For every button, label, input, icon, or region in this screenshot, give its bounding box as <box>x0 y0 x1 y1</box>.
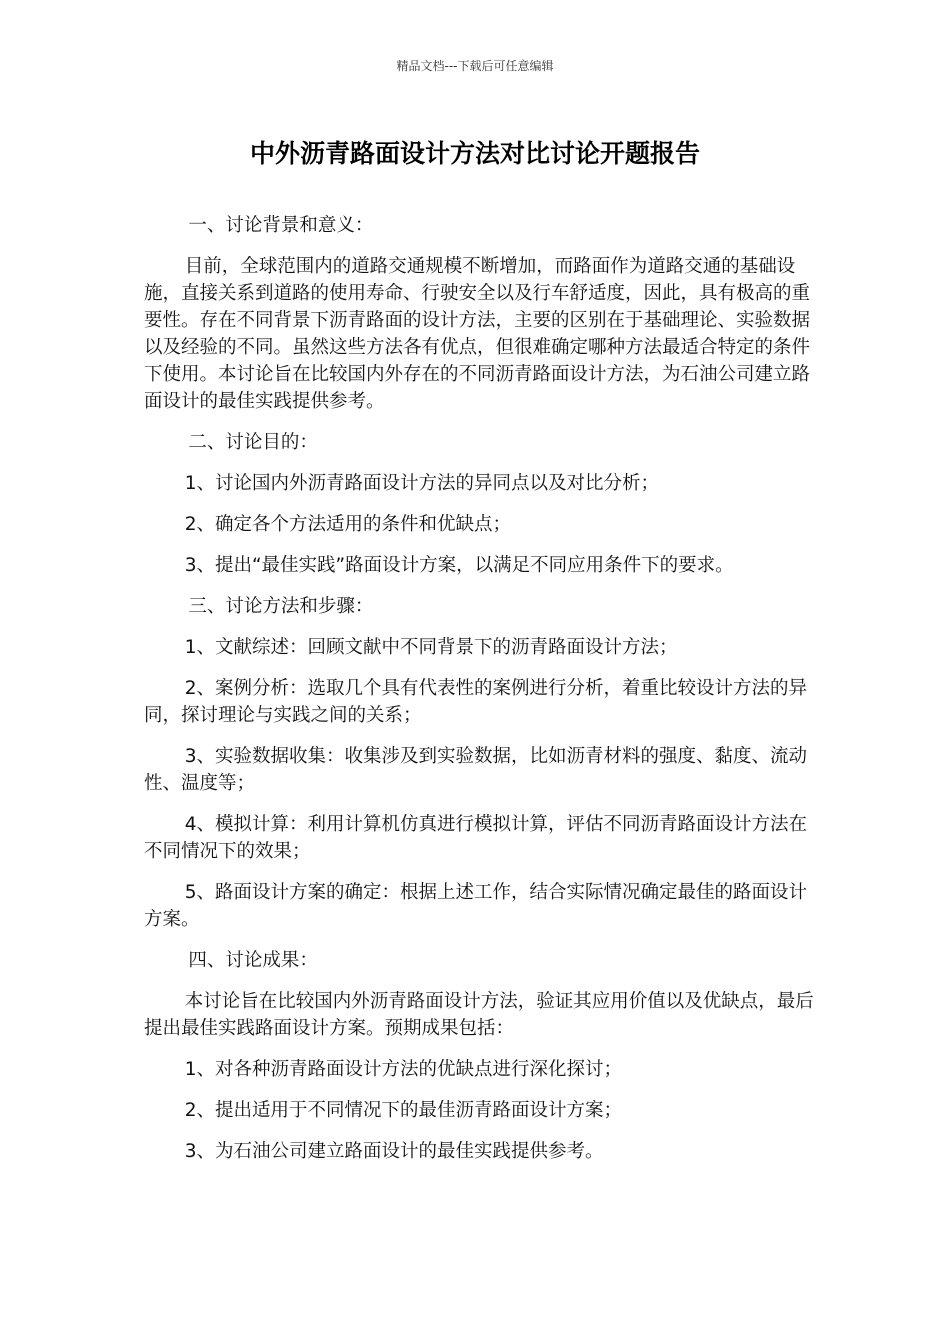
list-item: 1、对各种沥青路面设计方法的优缺点进行深化探讨； <box>184 1059 622 1080</box>
section-heading-results: 四、讨论成果： <box>188 950 318 971</box>
list-item: 2、案例分析：选取几个具有代表性的案例进行分析，着重比较设计方法的异同，探讨理论与实践之间的关系； <box>144 678 807 726</box>
list-item: 1、文献综述：回顾文献中不同背景下的沥青路面设计方法； <box>184 637 678 658</box>
page-header: 精品文档---下载后可任意编辑 <box>396 59 554 73</box>
list-item: 2、确定各个方法适用的条件和优缺点； <box>184 514 511 535</box>
list-item: 2、提出适用于不同情况下的最佳沥青路面设计方案； <box>184 1100 622 1121</box>
list-item: 5、路面设计方案的确定：根据上述工作，结合实际情况确定最佳的路面设计方案。 <box>144 882 807 930</box>
paragraph-background: 目前，全球范围内的道路交通规模不断增加，而路面作为道路交通的基础设施，直接关系到道路的使用寿命、行驶安全以及行车舒适度，因此，具有极高的重要性。存在不同背景下沥青路面的设计方法，主要的区别在于基础理论、实验数据以及经验的不同。虽然这些方法各有优点，但很难确定哪种方法最适合特定的条件下使用。本讨论旨在比较国内外存在的不同沥青路面设计方法，为石油公司建立路面设计的最佳实践提供参考。 <box>144 256 811 412</box>
list-item: 1、讨论国内外沥青路面设计方法的异同点以及对比分析； <box>184 473 659 494</box>
list-item: 4、模拟计算：利用计算机仿真进行模拟计算，评估不同沥青路面设计方法在不同情况下的效果； <box>144 814 807 862</box>
section-heading-background: 一、讨论背景和意义： <box>188 215 374 236</box>
document-title: 中外沥青路面设计方法对比讨论开题报告 <box>249 139 700 168</box>
list-item: 3、为石油公司建立路面设计的最佳实践提供参考。 <box>184 1141 604 1162</box>
section-heading-methods: 三、讨论方法和步骤： <box>188 596 374 617</box>
list-item: 3、提出“最佳实践”路面设计方案，以满足不同应用条件下的要求。 <box>184 555 734 576</box>
list-item: 3、实验数据收集：收集涉及到实验数据，比如沥青材料的强度、黏度、流动性、温度等； <box>144 746 807 794</box>
section-heading-purpose: 二、讨论目的： <box>188 432 318 453</box>
paragraph-results-intro: 本讨论旨在比较国内外沥青路面设计方法，验证其应用价值以及优缺点，最后提出最佳实践路面设计方案。预期成果包括： <box>144 991 814 1039</box>
document-body <box>144 212 814 1179</box>
